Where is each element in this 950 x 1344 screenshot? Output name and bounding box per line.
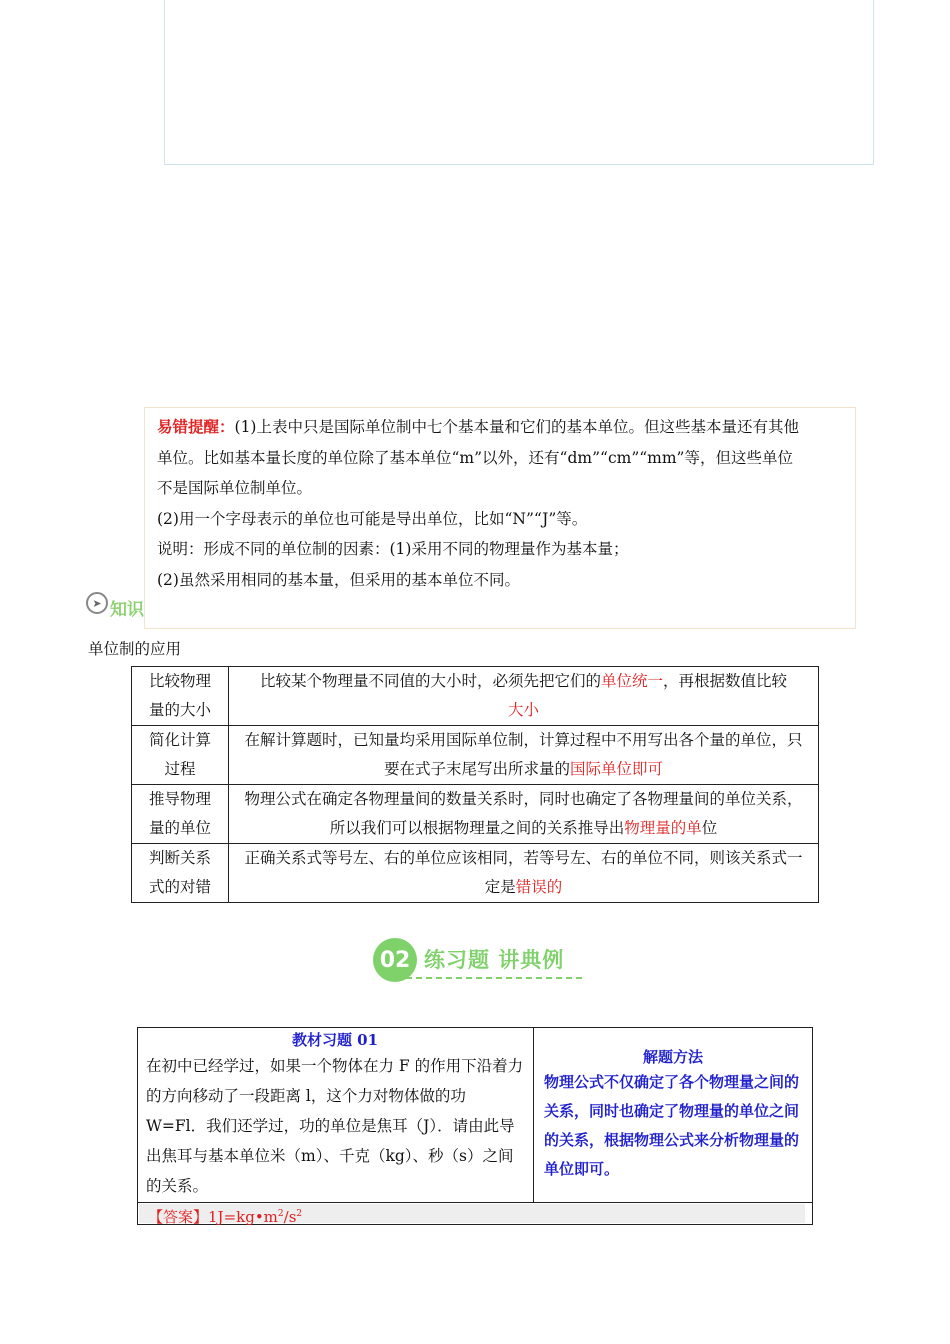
exercise-answer-divider [137,1202,813,1203]
highlight: 单位统一 [600,672,663,690]
note-line-6: (2)虽然采用相同的基本量，但采用的基本单位不同。 [157,570,520,589]
row-value: 在解计算题时，已知量均采用国际单位制，计算过程中不用写出各个量的单位，只要在式子末尾写出所求量的国际单位即可 [229,726,819,785]
table-row [132,667,819,726]
table-row [132,785,819,844]
row-key: 比较物理量的大小 [132,667,229,726]
note-lead: 易错提醒： [157,418,235,436]
row-value: 物理公式在确定各物理量间的数量关系时，同时也确定了各物理量间的单位关系，所以我们可以根据物理量之间的关系推导出物理量的单位 [229,785,819,844]
exercise-title: 教材习题 01 [291,1031,379,1049]
highlight: 大小 [507,701,539,719]
error-reminder-box [144,407,856,629]
section-number-badge: 02 [373,938,417,982]
note-line-3: 不是国际单位制单位。 [157,479,313,497]
row-key: 推导物理量的单位 [132,785,229,844]
note-line-5: 说明：形成不同的单位制的因素：(1)采用不同的物理量作为基本量； [157,540,629,558]
note-line-4: (2)用一个字母表示的单位也可能是导出单位，比如“N”“J”等。 [157,509,588,528]
unit-application-table [131,666,819,903]
highlight: 物理量的单 [624,819,702,837]
section-label: 单位制的应用 [88,640,182,658]
method-title: 解题方法 [642,1048,703,1066]
arrow-circle-icon: ➤ [86,592,108,614]
table-row [132,844,819,903]
banner-underline [386,977,582,979]
table-row [132,726,819,785]
note-line-1: 易错提醒：(1)上表中只是国际单位制中七个基本量和它们的基本单位。但这些基本量还有其他 [157,418,799,436]
exercise-body: 在初中已经学过，如果一个物体在力 F 的作用下沿着力的方向移动了一段距离 l，这个力对物体做的功 W=Fl．我们还学过，功的单位是焦耳（J）．请由此导出焦耳与基本单位米（m）、千克（kg）、秒（s）之间的关系。 [146,1057,524,1195]
answer: 【答案】$1J=kg•m^2/s^2$ [148,1208,303,1226]
row-value: 正确关系式等号左、右的单位应该相同，若等号左、右的单位不同，则该关系式一定是错误的 [229,844,819,903]
knowledge-heading: 知识 [110,600,144,620]
highlight: 国际单位即可 [570,760,664,778]
note-line-2: 单位。比如基本量长度的单位除了基本单位“m”以外，还有“dm”“cm”“mm”等，但这些单位 [157,448,793,467]
top-empty-frame [164,0,874,165]
row-key: 简化计算过程 [132,726,229,785]
section-banner-title: 练习题 讲典例 [424,948,565,972]
row-value: 比较某个物理量不同值的大小时，必须先把它们的单位统一，再根据数值比较 大小 [229,667,819,726]
method-body: 物理公式不仅确定了各个物理量之间的关系，同时也确定了物理量的单位之间的关系，根据物理公式来分析物理量的单位即可。 [544,1073,800,1178]
highlight: 错误的 [515,878,563,896]
row-key: 判断关系式的对错 [132,844,229,903]
